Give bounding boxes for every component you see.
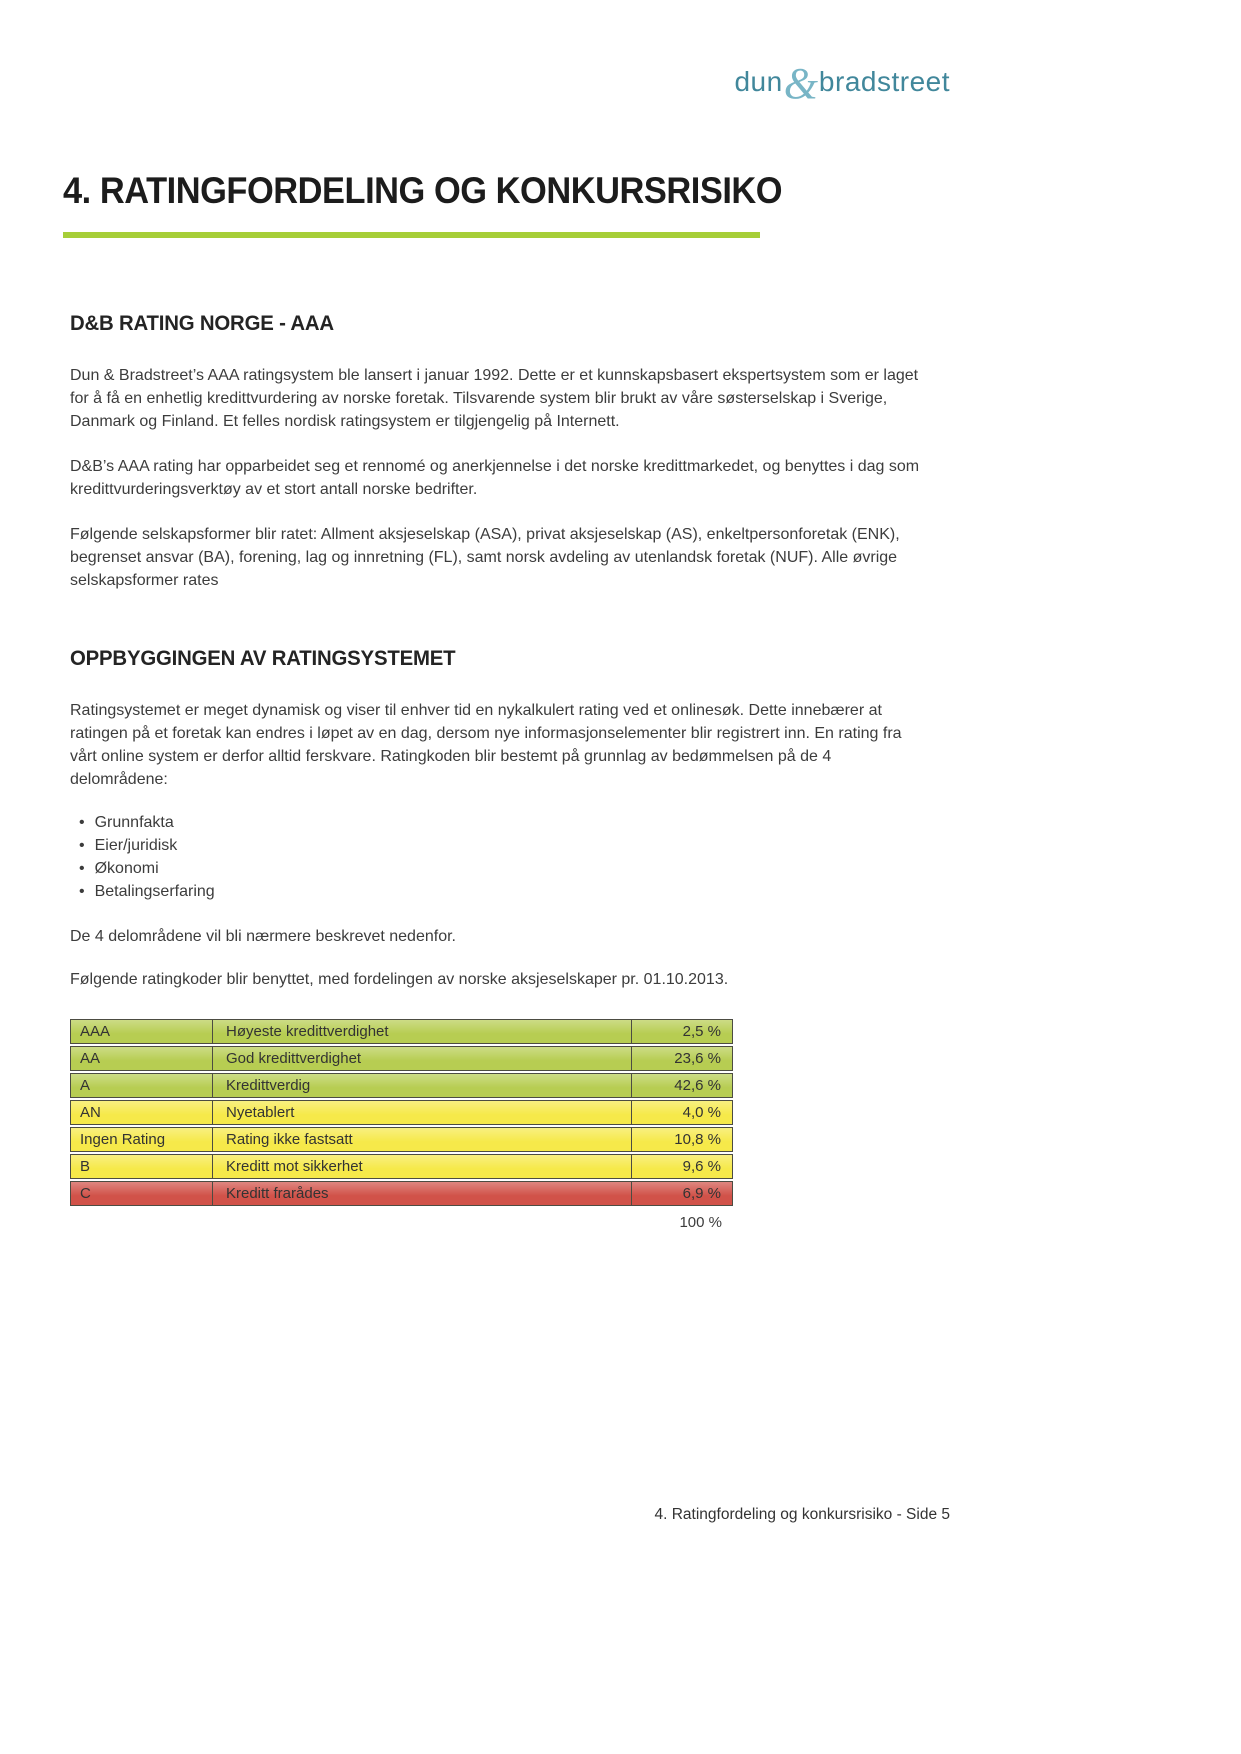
table-row — [70, 1046, 733, 1071]
table-row — [70, 1154, 733, 1179]
rating-value-cell: 9,6 % — [682, 1158, 721, 1175]
rating-value-cell: 42,6 % — [674, 1077, 721, 1094]
dun-bradstreet-logo — [734, 59, 950, 108]
paragraph: Ratingsystemet er meget dynamisk og viser til enhver tid en nykalkulert rating ved et onlinesøk. Dette innebærer at ratingen på et foretak kan endres i løpet av en dag, dersom nye informasjonselementer blir registrert inn. En rating fra vårt online system er derfor alltid ferskvare. Ratingkoden blir bestemt på grunnlag av bedømmelsen på de 4 delområdene: — [70, 702, 902, 788]
rating-value-cell: 10,8 % — [674, 1131, 721, 1148]
table-row — [70, 1019, 733, 1044]
paragraph: Følgende ratingkoder blir benyttet, med fordelingen av norske aksjeselskaper pr. 01.10.2013. — [70, 971, 729, 988]
rating-code-cell: Ingen Rating — [71, 1128, 213, 1151]
paragraph: De 4 delområdene vil bli nærmere beskrevet nedenfor. — [70, 928, 456, 945]
rating-code-cell: AA — [71, 1047, 213, 1070]
list-item: • Økonomi — [70, 857, 932, 880]
section-heading-oppbyggingen: OPPBYGGINGEN AV RATINGSYSTEMET — [70, 647, 456, 670]
list-item: • Betalingserfaring — [70, 880, 932, 903]
rating-value-cell: 2,5 % — [682, 1023, 721, 1040]
rating-areas-list — [70, 811, 932, 903]
rating-code-cell: A — [71, 1074, 213, 1097]
rating-label-cell: Kreditt frarådes — [213, 1182, 632, 1205]
rating-label-cell: Nyetablert — [213, 1101, 632, 1124]
logo-text-dun: dun — [734, 66, 783, 97]
logo-text-bradstreet: bradstreet — [818, 66, 950, 97]
table-row — [70, 1100, 733, 1125]
rating-code-cell: B — [71, 1155, 213, 1178]
rating-code-cell: C — [71, 1182, 213, 1205]
rating-label-cell: Kreditt mot sikkerhet — [213, 1155, 632, 1178]
rating-code-cell: AN — [71, 1101, 213, 1124]
rating-label-cell: God kredittverdighet — [213, 1047, 632, 1070]
rating-code-cell: AAA — [71, 1020, 213, 1043]
document-body — [70, 313, 932, 1234]
table-row — [70, 1181, 733, 1206]
section-heading-db-rating-norge: D&B RATING NORGE - AAA — [70, 312, 334, 335]
title-underline — [63, 232, 760, 238]
rating-value-cell: 23,6 % — [674, 1050, 721, 1067]
page-footer: 4. Ratingfordeling og konkursrisiko - Side 5 — [654, 1506, 950, 1523]
page-title: 4. RATINGFORDELING OG KONKURSRISIKO — [63, 170, 783, 211]
table-row — [70, 1127, 733, 1152]
paragraph: D&B’s AAA rating har opparbeidet seg et rennomé og anerkjennelse i det norske kredittmarkedet, og benyttes i dag som kredittvurderingsverktøy av et stort antall norske bedrifter. — [70, 458, 920, 498]
paragraph: Følgende selskapsformer blir ratet: Allment aksjeselskap (ASA), privat aksjeselskap (AS), enkeltpersonforetak (ENK), begrenset ansvar (BA), forening, lag og innretning (FL), samt norsk avdeling av utenlandsk foretak (NUF). Alle øvrige selskapsformer rates — [70, 526, 900, 589]
rating-label-cell: Kredittverdig — [213, 1074, 632, 1097]
table-row — [70, 1073, 733, 1098]
list-item: • Grunnfakta — [70, 811, 932, 834]
rating-label-cell: Rating ikke fastsatt — [213, 1128, 632, 1151]
rating-value-cell: 4,0 % — [682, 1104, 721, 1121]
rating-value-cell: 6,9 % — [682, 1185, 721, 1202]
logo-ampersand-icon: & — [783, 59, 818, 108]
paragraph: Dun & Bradstreet’s AAA ratingsystem ble lansert i januar 1992. Dette er et kunnskapsbasert ekspertsystem som er laget for å få en enhetlig kredittvurdering av norske foretak. Tilsvarende system blir brukt av våre søsterselskap i Sverige, Danmark og Finland. Et felles nordisk ratingsystem er tilgjengelig på Internett. — [70, 367, 919, 430]
list-item: • Eier/juridisk — [70, 834, 932, 857]
rating-label-cell: Høyeste kredittverdighet — [213, 1020, 632, 1043]
rating-distribution-table — [70, 1019, 733, 1234]
table-total: 100 % — [679, 1214, 722, 1231]
